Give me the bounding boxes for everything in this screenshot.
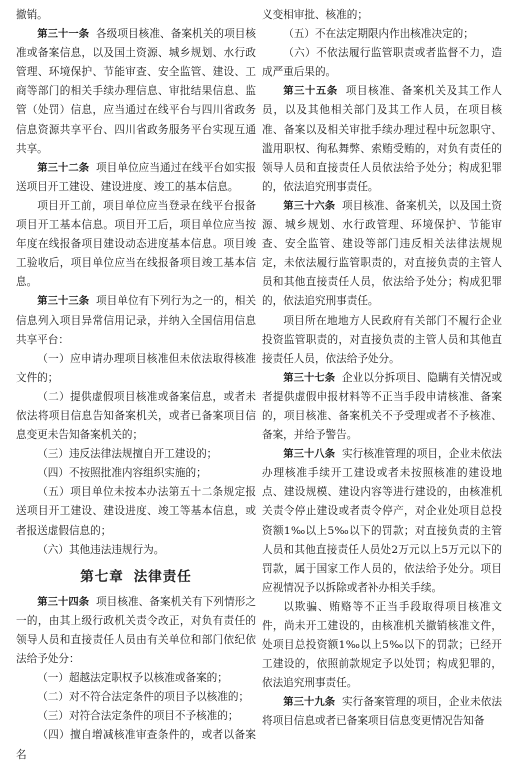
list-item: （四）擅自增减核准审查条件的，或者以备案名 bbox=[16, 729, 256, 761]
article-text: 企业以分拆项目、隐瞒有关情况或者提供虚假申报材料等不正当手段申请核准、备案的，项目核准、备案机关不予受理或者不予核准、备案，并给予警告。 bbox=[262, 371, 503, 442]
article-text: 项目单位应当通过在线平台如实报送项目开工建设、建设进度、竣工的基本信息。 bbox=[16, 161, 257, 193]
list-item: （二）提供虚假项目核准或备案信息，或者未依法将项目信息告知备案机关，或者已备案项目信息变更未告知备案机关的； bbox=[16, 390, 256, 442]
list-item: （二）对不符合法定条件的项目予以核准的； bbox=[37, 691, 250, 704]
paragraph: 项目开工前，项目单位应当登录在线平台报备项目开工基本信息。项目开工后，项目单位应当按年度在线报备项目建设动态进度基本信息。项目竣工验收后，项目单位应当在线报备项目竣工基本信息。 bbox=[16, 199, 256, 289]
article-31 bbox=[16, 25, 256, 159]
chapter-title: 法律责任 bbox=[133, 568, 192, 585]
chapter-heading bbox=[16, 568, 256, 587]
paragraph: 以欺骗、贿赂等不正当手段取得项目核准文件，尚未开工建设的，由核准机关撤销核准文件，处项目总投资额1‰以上5‰以下的罚款；已经开工建设的，依照前款规定予以处罚；构成犯罪的，依法追究刑事责任。 bbox=[262, 600, 502, 690]
article-36 bbox=[262, 197, 502, 312]
article-text: 项目核准、备案机关有下列情形之一的，由其上级行政机关责令改正，对负有责任的领导人员和直接责任人员由有关单位和部门依纪依法给予处分： bbox=[16, 595, 257, 666]
list-item: （三）对符合法定条件的项目不予核准的； bbox=[37, 710, 239, 723]
article-text: 项目单位有下列行为之一的，相关信息列入项目异常信用记录，并纳入全国信用信息共享平台： bbox=[16, 295, 257, 346]
list-item: （五）不在法定期限内作出核准决定的； bbox=[283, 28, 474, 41]
article-39 bbox=[262, 693, 502, 731]
article-32 bbox=[16, 159, 256, 197]
article-33 bbox=[16, 292, 256, 349]
right-column bbox=[262, 6, 502, 732]
list-item: （四）不按照批准内容组织实施的； bbox=[37, 467, 207, 480]
article-label: 第三十五条 bbox=[283, 85, 338, 98]
chapter-number: 第七章 bbox=[80, 568, 124, 585]
list-item: （五）项目单位未按本办法第五十二条规定报送项目开工建设、建设进度、竣工等基本信息，或者报送虚假信息的； bbox=[16, 486, 256, 537]
paragraph: 项目所在地地方人民政府有关部门不履行企业投资监管职责的，对直接负责的主管人员和其他直接责任人员，依法给予处分。 bbox=[262, 314, 502, 365]
article-35 bbox=[262, 82, 502, 197]
article-text: 各级项目核准、备案机关的项目核准或备案信息，以及国土资源、城乡规划、水行政管理、环境保护、节能审查、安全监管、建设、工商等部门的相关手续办理信息、审批结果信息、监管（处罚）信息，应当通过在线平台与四川省政务信息资源共享平台、四川省政务服务平台实现互通共享。 bbox=[16, 28, 257, 155]
article-label: 第三十二条 bbox=[37, 161, 90, 174]
article-37 bbox=[262, 369, 502, 445]
article-label: 第三十三条 bbox=[37, 295, 90, 308]
article-label: 第三十九条 bbox=[283, 696, 336, 709]
list-item: （三）违反法律法规擅自开工建设的； bbox=[37, 448, 218, 461]
list-item: （六）不依法履行监管职责或者监督不力，造成严重后果的。 bbox=[262, 47, 502, 79]
list-item: （一）应申请办理项目核准但未依法取得核准文件的； bbox=[16, 352, 256, 384]
article-label: 第三十六条 bbox=[283, 199, 336, 212]
article-label: 第三十一条 bbox=[37, 28, 90, 41]
paragraph: 撤销。 bbox=[16, 9, 48, 21]
article-34 bbox=[16, 593, 256, 669]
article-label: 第三十四条 bbox=[37, 595, 90, 608]
article-text: 实行核准管理的项目，企业未依法办理核准手续开工建设或者未按照核准的建设地点、建设规模、建设内容等进行建设的，由核准机关责令停止建设或者责令停产，对企业处项目总投资额1‰以上5‰以下的罚款；对直接负责的主管人员和其他直接责任人员处2万元以上5万元以下的罚款，属于国家工作人员的，依法给予处分。项目应视情况予以拆除或者补办相关手续。 bbox=[262, 448, 503, 594]
list-item: （一）超越法定职权予以核准或备案的； bbox=[37, 672, 228, 685]
article-text: 实行备案管理的项目，企业未依法将项目信息或者已备案项目信息变更情况告知备 bbox=[262, 696, 503, 728]
paragraph: 义变相审批、核准的； bbox=[262, 9, 368, 21]
article-text: 项目核准、备案机关及其工作人员，以及其他相关部门及其工作人员，在项目核准、备案以及相关审批手续办理过程中玩忽职守、滥用职权、徇私舞弊、索贿受贿的，对负有责任的领导人员和直接责任人员依法给予处分；构成犯罪的，依法追究刑事责任。 bbox=[262, 85, 503, 193]
left-column bbox=[16, 6, 256, 765]
article-label: 第三十八条 bbox=[283, 448, 336, 461]
article-label: 第三十七条 bbox=[283, 371, 336, 384]
article-text: 项目核准、备案机关，以及国土资源、城乡规划、水行政管理、环境保护、节能审查、安全监管、建设等部门违反相关法律法规规定，未依法履行监管职责的，对直接负责的主管人员和其他直接责任人员，依法给予处分；构成犯罪的，依法追究刑事责任。 bbox=[262, 199, 503, 308]
list-item: （六）其他违法违规行为。 bbox=[37, 543, 165, 556]
article-38 bbox=[262, 445, 502, 598]
